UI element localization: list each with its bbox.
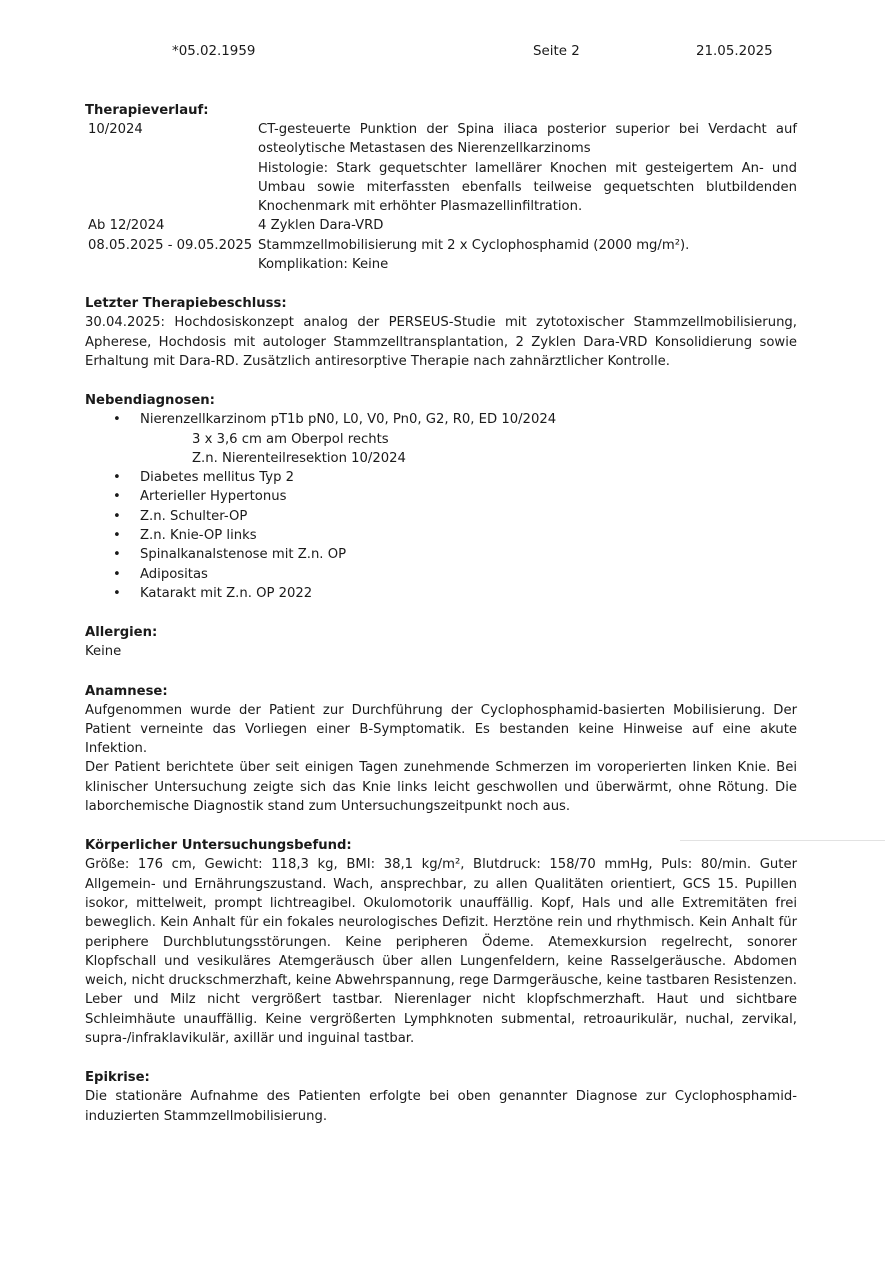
section-befund — [85, 836, 797, 1048]
therapy-entry — [258, 216, 797, 235]
list-item: • Z.n. Knie-OP links — [85, 526, 797, 545]
scan-artifact-line — [680, 840, 885, 841]
section-title: Körperlicher Untersuchungsbefund: — [85, 838, 352, 854]
section-therapiebeschluss — [85, 294, 797, 371]
therapy-line: Histologie: Stark gequetschter lamellärer Knochen mit gesteigertem An- und Umbau sowie miterfassten ebenfalls teilweise gequetschten blutbildenden Knochenmark mit erhöhter Plasmazellinfiltration. — [258, 160, 797, 215]
list-item: • Z.n. Schulter-OP — [85, 507, 797, 526]
list-item: • Adipositas — [85, 565, 797, 584]
therapy-date: 10/2024 — [88, 122, 143, 137]
list-item — [85, 410, 797, 468]
diagnosis-label: Nierenzellkarzinom pT1b pN0, L0, V0, Pn0, G2, R0, ED 10/2024 — [140, 412, 557, 428]
section-allergien — [85, 623, 797, 661]
diagnosis-detail: 3 x 3,6 cm am Oberpol rechts — [192, 431, 389, 447]
diagnosis-list — [85, 410, 797, 603]
document-date: 21.05.2025 — [696, 44, 773, 59]
list-item: • Spinalkanalstenose mit Z.n. OP — [85, 545, 797, 564]
therapy-line: Komplikation: Keine — [258, 257, 389, 273]
section-title: Epikrise: — [85, 1070, 150, 1086]
section-therapieverlauf — [85, 101, 797, 274]
list-item: • Arterieller Hypertonus — [85, 487, 797, 506]
diagnosis-detail: Z.n. Nierenteilresektion 10/2024 — [192, 450, 406, 466]
therapy-line: CT-gesteuerte Punktion der Spina iliaca posterior superior bei Verdacht auf osteolytische Metastasen des Nierenzellkarzinoms — [258, 122, 797, 157]
section-paragraph: Aufgenommen wurde der Patient zur Durchführung der Cyclophosphamid-basierten Mobilisierung. Der Patient verneinte das Vorliegen einer B-Symptomatik. Es bestanden keine Hinweise auf eine akute Infektion. — [85, 702, 797, 757]
therapy-line: Stammzellmobilisierung mit 2 x Cyclophosphamid (2000 mg/m²). — [258, 237, 690, 253]
therapy-line: 4 Zyklen Dara-VRD — [258, 218, 384, 234]
patient-birthdate: *05.02.1959 — [172, 44, 256, 59]
page-number: Seite 2 — [533, 44, 580, 59]
therapy-date: Ab 12/2024 — [88, 218, 165, 234]
list-item: • Diabetes mellitus Typ 2 — [85, 468, 797, 487]
section-text: Die stationäre Aufnahme des Patienten erfolgte bei oben genannter Diagnose zur Cyclophosphamid-induzierten Stammzellmobilisierung. — [85, 1089, 797, 1124]
list-item: • Katarakt mit Z.n. OP 2022 — [85, 584, 797, 603]
section-epikrise — [85, 1068, 797, 1126]
section-title: Letzter Therapiebeschluss: — [85, 296, 287, 312]
therapy-entry — [258, 120, 797, 216]
section-title: Anamnese: — [85, 683, 168, 699]
section-title: Nebendiagnosen: — [85, 393, 215, 409]
section-title: Therapieverlauf: — [85, 103, 209, 118]
therapy-timeline — [85, 120, 797, 274]
section-text: Größe: 176 cm, Gewicht: 118,3 kg, BMI: 38,1 kg/m², Blutdruck: 158/70 mmHg, Puls: 80/min. Guter Allgemein- und Ernährungszustand. Wach, ansprechbar, zu allen Qualitäten orientiert, GCS 15. Pupillen isokor, mittelweit, prompt lichtreagibel. Okulomotorik unauffällig. Kopf, Hals und alle Extremitäten frei beweglich. Kein Anhalt für ein fokales neurologisches Defizit. Herztöne rein und rhythmisch. Kein Anhalt für periphere Durchblutungsstörungen. Keine peripheren Ödeme. Atemexkursion regelrecht, sonorer Klopfschall und vesikuläres Atemgeräusch über allen Lungenfeldern, keine Rasselgeräusche. Abdomen weich, nicht druckschmerzhaft, keine Abwehrspannung, rege Darmgeräusche, keine tastbaren Resistenzen. Leber und Milz nicht vergrößert tastbar. Nierenlager nicht klopfschmerzhaft. Haut und sichtbare Schleimhäute unauffällig. Keine vergrößerten Lymphknoten submental, retroaurikulär, nuchal, zervikal, supra-/infraklavikulär, axillär und inguinal tastbar. — [85, 857, 797, 1046]
document-body — [85, 101, 797, 1146]
therapy-date: 08.05.2025 - 09.05.2025 — [88, 237, 253, 253]
section-anamnese — [85, 682, 797, 817]
section-paragraph: Der Patient berichtete über seit einigen Tagen zunehmende Schmerzen im voroperierten linken Knie. Bei klinischer Untersuchung zeigte sich das Knie links leicht geschwollen und überwärmt, ohne Rötung. Die laborchemische Diagnostik stand zum Untersuchungszeitpunkt noch aus. — [85, 760, 797, 815]
section-title: Allergien: — [85, 625, 158, 641]
section-text: 30.04.2025: Hochdosiskonzept analog der PERSEUS-Studie mit zytotoxischer Stammzellmobilisierung, Apherese, Hochdosis mit autologer Stammzelltransplantation, 2 Zyklen Dara-VRD Konsolidierung sowie Erhaltung mit Dara-RD. Zusätzlich antiresorptive Therapie nach zahnärztlicher Kontrolle. — [85, 315, 797, 369]
therapy-entry — [258, 236, 797, 275]
page-header — [0, 44, 893, 64]
section-nebendiagnosen — [85, 391, 797, 603]
section-text: Keine — [85, 644, 122, 660]
